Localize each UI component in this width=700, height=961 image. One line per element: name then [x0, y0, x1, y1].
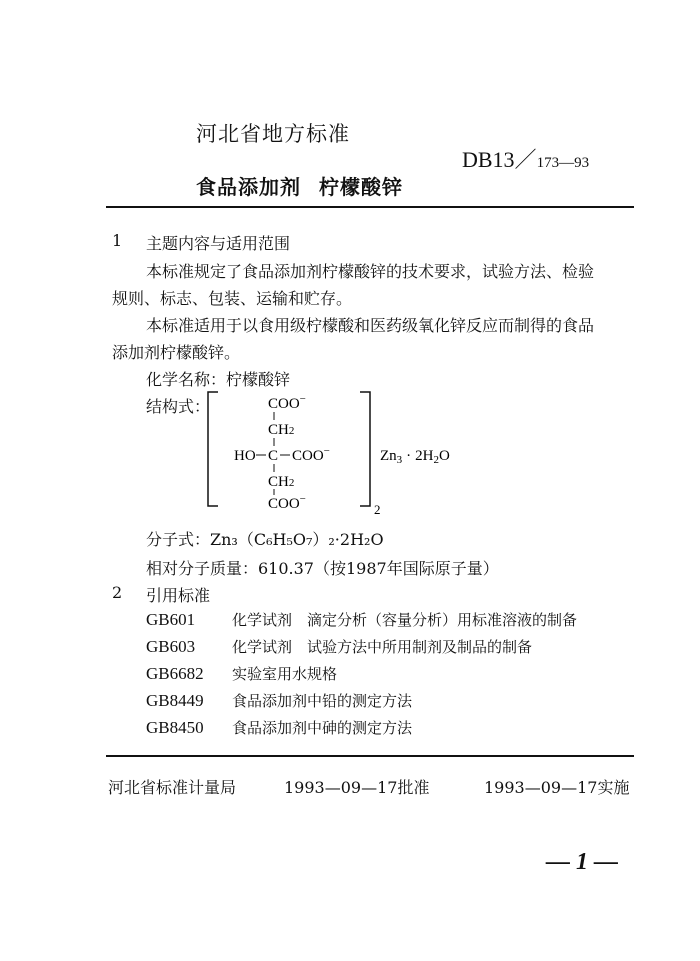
- reference-code: GB601: [146, 610, 196, 629]
- footer-approval-date: 1993—09—17批准: [284, 778, 430, 797]
- reference-code: GB6682: [146, 664, 204, 683]
- ch2-top: CH2: [268, 422, 295, 438]
- section-2-number: 2: [112, 583, 123, 602]
- reference-title: 实验室用水规格: [232, 665, 338, 683]
- right-bracket: [360, 392, 370, 506]
- structural-formula: [196, 388, 496, 518]
- reference-code: GB8449: [146, 691, 204, 710]
- ch2-bottom: CH2: [268, 474, 295, 490]
- zinc-water-part: $Zn_3 \cdot 2H_2O$: [380, 448, 450, 466]
- bracket-subscript: 2: [374, 502, 381, 517]
- document-title-main: 食品添加剂: [196, 175, 301, 199]
- footer-effective-date: 1993—09—17实施: [484, 778, 630, 797]
- scope-paragraph-1-line-1: 本标准规定了食品添加剂柠檬酸锌的技术要求，试验方法、检验: [146, 262, 595, 281]
- molecular-formula: 分子式：Zn₃（C₆H₅O₇）₂·2H₂O: [146, 530, 384, 549]
- scope-paragraph-2-line-2: 添加剂柠檬酸锌。: [112, 343, 241, 362]
- reference-code: GB603: [146, 637, 196, 656]
- coo-bottom: COO−: [268, 493, 306, 512]
- section-2-title: 引用标准: [146, 586, 211, 605]
- molecular-weight: 相对分子质量：610.37（按1987年国际原子量）: [146, 559, 499, 578]
- footer-issuer: 河北省标准计量局: [108, 778, 237, 797]
- reference-item: [146, 663, 337, 684]
- reference-item: [146, 717, 412, 738]
- coo-top: COO−: [268, 393, 306, 412]
- standard-suffix: 173—93: [536, 155, 590, 171]
- reference-item: [146, 636, 532, 657]
- document-title: [196, 171, 403, 200]
- reference-item: [146, 609, 577, 630]
- reference-title: 化学试剂 滴定分析（容量分析）用标准溶液的制备: [232, 611, 578, 629]
- reference-item: [146, 690, 412, 711]
- page-number: — 1 —: [546, 849, 618, 875]
- section-1-title: 主题内容与适用范围: [146, 234, 291, 253]
- central-carbon: C: [268, 448, 279, 464]
- section-1-number: 1: [112, 231, 123, 250]
- reference-code: GB8450: [146, 718, 204, 737]
- issuer-heading: 河北省地方标准: [196, 122, 350, 146]
- scope-paragraph-2-line-1: 本标准适用于以食用级柠檬酸和医药级氧化锌反应而制得的食品: [146, 316, 595, 335]
- standard-prefix: DB13／: [462, 147, 537, 172]
- top-rule: [106, 206, 634, 208]
- reference-title: 化学试剂 试验方法中所用制剂及制品的制备: [232, 638, 533, 656]
- scope-paragraph-1-line-2: 规则、标志、包装、运输和贮存。: [112, 289, 353, 308]
- left-bracket: [208, 392, 218, 506]
- reference-title: 食品添加剂中铅的测定方法: [232, 692, 413, 710]
- chemical-name: 化学名称：柠檬酸锌: [146, 370, 291, 389]
- reference-title: 食品添加剂中砷的测定方法: [232, 719, 413, 737]
- structure-label: 结构式：: [146, 397, 211, 416]
- standard-number: [462, 143, 589, 174]
- document-title-sub: 柠檬酸锌: [319, 175, 403, 199]
- coo-middle: COO−: [292, 445, 330, 464]
- bottom-rule: [106, 755, 634, 757]
- ho-group: HO: [234, 448, 256, 464]
